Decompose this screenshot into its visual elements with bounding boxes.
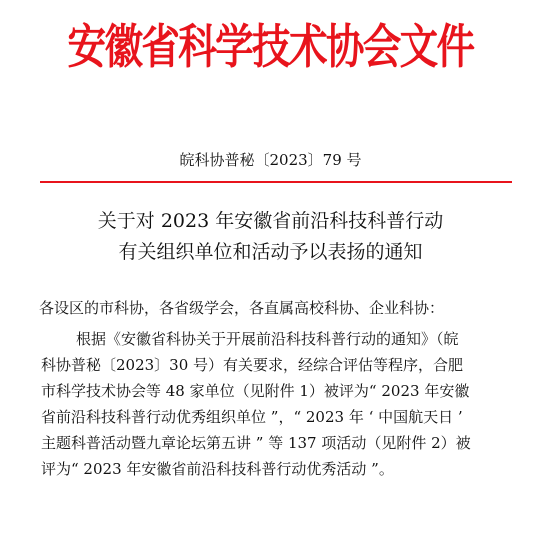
body-line: 省前沿科技科普行动优秀组织单位 ”，“ 2023 年 ‘ 中国航天日 ’ xyxy=(41,408,463,426)
document-title-line-2: 有关组织单位和活动予以表扬的通知 xyxy=(118,241,423,263)
document-header-title: 安徽省科学技术协会文件 xyxy=(67,20,474,75)
document-title xyxy=(0,206,541,268)
document-title-line-1: 关于对 2023 年安徽省前沿科技科普行动 xyxy=(97,210,444,232)
body-line: 评为“ 2023 年安徽省前沿科技科普行动优秀活动 ”。 xyxy=(41,460,394,478)
body-line: 市科学技术协会等 48 家单位（见附件 1）被评为“ 2023 年安徽 xyxy=(41,382,470,400)
salutation: 各设区的市科协，各省级学会，各直属高校科协、企业科协： xyxy=(39,299,445,317)
body-line: 主题科普活动暨九章论坛第五讲 ” 等 137 项活动（见附件 2）被 xyxy=(41,434,471,452)
document-number: 皖科协普秘〔2023〕79 号 xyxy=(179,151,362,169)
body-paragraph xyxy=(41,326,511,482)
body-line: 科协普秘〔2023〕30 号）有关要求，经综合评估等程序，合肥 xyxy=(41,356,464,374)
header-divider xyxy=(40,181,512,183)
body-line: 根据《安徽省科协关于开展前沿科技科普行动的通知》（皖 xyxy=(76,330,459,348)
